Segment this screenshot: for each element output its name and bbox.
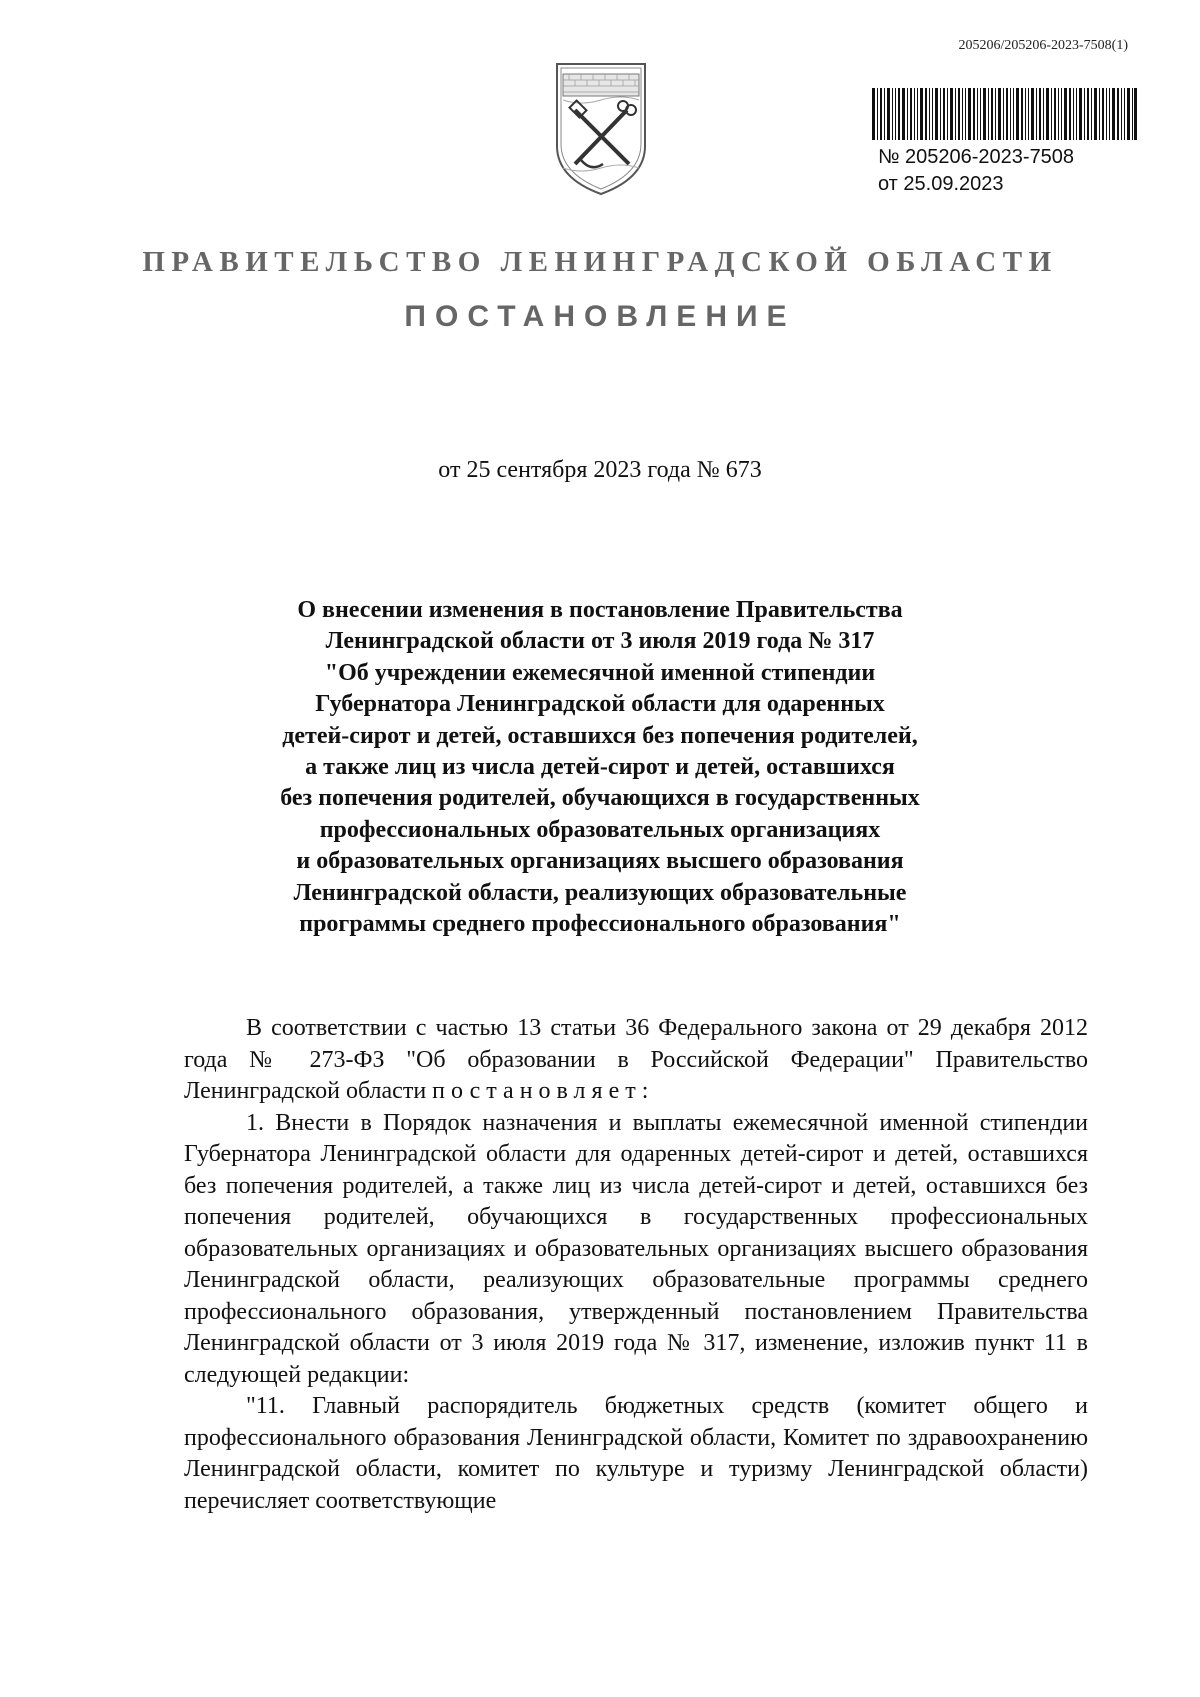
title-line: О внесении изменения в постановление Правительства bbox=[297, 597, 903, 623]
resolution-date-number: от 25 сентября 2023 года № 673 bbox=[438, 457, 762, 483]
government-heading: ПРАВИТЕЛЬСТВО ЛЕНИНГРАДСКОЙ ОБЛАСТИ bbox=[142, 246, 1058, 278]
title-line: "Об учреждении ежемесячной именной стипендии bbox=[324, 659, 876, 686]
registration-date: от 25.09.2023 bbox=[878, 173, 1004, 195]
registration-block bbox=[878, 144, 1074, 198]
document-title bbox=[0, 595, 1200, 940]
title-line: Губернатора Ленинградской области для одаренных bbox=[315, 691, 885, 718]
title-line: программы среднего профессионального образования" bbox=[299, 911, 901, 938]
title-line: профессиональных образовательных организациях bbox=[319, 816, 881, 843]
document-type-heading: ПОСТАНОВЛЕНИЕ bbox=[404, 300, 796, 333]
document-body bbox=[184, 1013, 1088, 1517]
title-line: а также лиц из числа детей-сирот и детей, оставшихся bbox=[305, 754, 895, 781]
registration-number: № 205206-2023-7508 bbox=[878, 146, 1075, 168]
coat-of-arms-emblem bbox=[551, 60, 651, 200]
resolves-word: постановляет: bbox=[432, 1078, 655, 1104]
clause-11-paragraph: "11. Главный распорядитель бюджетных средств (комитет общего и профессионального образования Ленинградской области, Комитет по здравоохранению Ленинградской области, комитет по культуре и туризму Ленинградской области) перечисляет соответствующие bbox=[184, 1393, 1088, 1514]
title-line: Ленинградской области от 3 июля 2019 года № 317 bbox=[325, 628, 875, 655]
title-line: без попечения родителей, обучающихся в государственных bbox=[280, 785, 920, 812]
title-line: и образовательных организациях высшего образования bbox=[296, 848, 904, 875]
title-line: детей-сирот и детей, оставшихся без попечения родителей, bbox=[282, 722, 918, 749]
barcode bbox=[872, 88, 1137, 140]
document-reference: 205206/205206-2023-7508(1) bbox=[958, 38, 1128, 53]
title-line: Ленинградской области, реализующих образовательные bbox=[293, 879, 907, 906]
preamble-paragraph bbox=[184, 1013, 1088, 1108]
clause-1-paragraph: 1. Внести в Порядок назначения и выплаты ежемесячной именной стипендии Губернатора Ленинградской области для одаренных детей-сирот и детей, оставшихся без попечения родителей, а также лиц из числа детей-сирот и детей, оставшихся без попечения родителей, обучающихся в государственных профессиональных образовательных организациях и образовательных организациях высшего образования Ленинградской области, реализующих образовательные программы среднего профессионального образования, утвержденный постановлением Правительства Ленинградской области от 3 июля 2019 года № 317, изменение, изложив пункт 11 в следующей редакции: bbox=[184, 1109, 1088, 1388]
preamble-text: В соответствии с частью 13 статьи 36 Федерального закона от 29 декабря 2012 года № 273-ФЗ "Об образовании в Российской Федерации" Правительство Ленинградской области bbox=[184, 1015, 1088, 1104]
